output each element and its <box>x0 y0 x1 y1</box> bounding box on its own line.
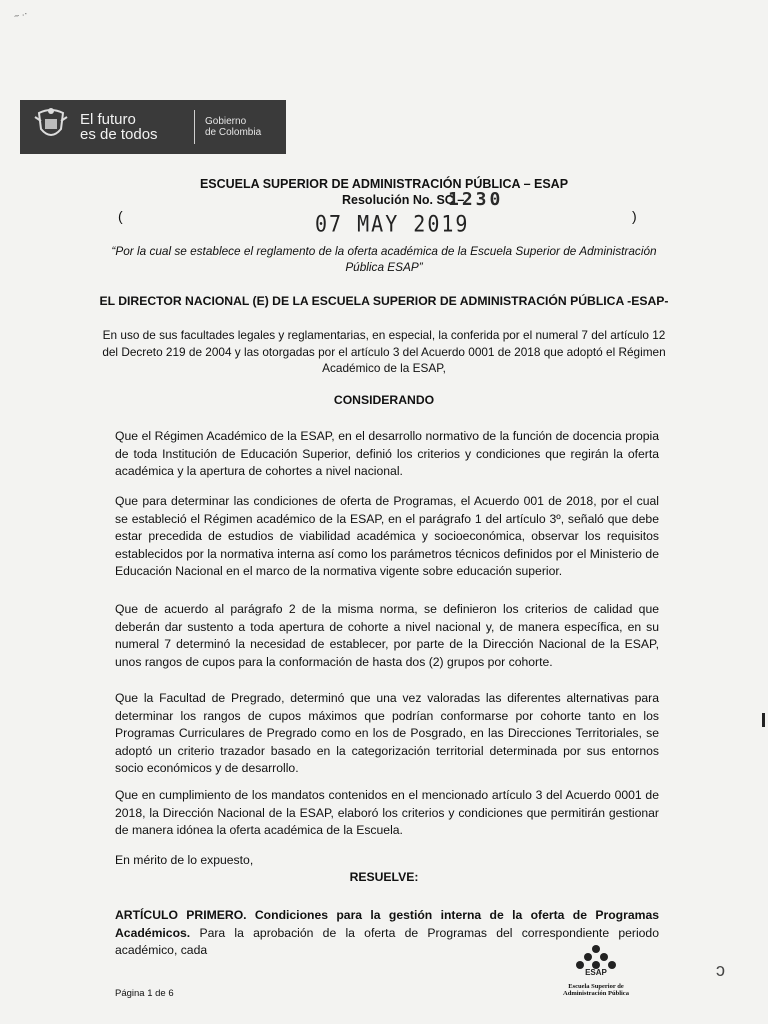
article-heading: ARTÍCULO PRIMERO. Condiciones para la gestión interna de la oferta de Programas Académicos. <box>115 908 659 940</box>
logo-wordmark: ESAP <box>585 968 607 976</box>
government-banner <box>20 100 286 154</box>
gov-line-1: Gobierno <box>205 116 247 127</box>
paren-close: ) <box>632 208 637 224</box>
date-stamp: 07 MAY 2019 <box>315 210 470 238</box>
logo-caption-line-2: Administración Pública <box>563 990 629 997</box>
slogan-line-2: es de todos <box>80 126 158 143</box>
pen-mark: ↄ <box>716 960 725 980</box>
resuelve-heading: RESUELVE: <box>349 870 419 884</box>
slogan-line-1: El futuro <box>80 111 136 128</box>
director-heading: EL DIRECTOR NACIONAL (E) DE LA ESCUELA SUPERIOR DE ADMINISTRACIÓN PÚBLICA -ESAP- <box>99 294 669 308</box>
paragraph-5: Que en cumplimiento de los mandatos contenidos en el mencionado artículo 3 del Acuerdo 0001 de 2018, la Dirección Nacional de la ESAP, elaboró los criterios y condiciones que permitirán gestionar de manera idónea la oferta académica de la Escuela. <box>115 788 659 837</box>
page-number: Página 1 de 6 <box>115 988 174 999</box>
logo-caption-line-1: Escuela Superior de <box>568 983 624 990</box>
paren-open: ( <box>118 208 123 224</box>
article-text: Para la aprobación de la oferta de Programas del correspondiente periodo académico, cada <box>115 925 659 957</box>
paragraph-6: En mérito de lo expuesto, <box>115 853 254 867</box>
paragraph-2: Que para determinar las condiciones de oferta de Programas, el Acuerdo 001 de 2018, por el cual se estableció el Régimen académico de la ESAP, en el parágrafo 1 del artículo 3º, señaló que debe estar precedida de estudios de viabilidad académica y socioeconómica, observar los requisitos establecidos por la normativa interna así como los parámetros técnicos definidos por el Ministerio de Educación Nacional en el marco de la normativa vigente sobre educación superior. <box>115 494 659 578</box>
banner-divider <box>194 110 195 144</box>
paragraph-1: Que el Régimen Académico de la ESAP, en el desarrollo normativo de la función de docencia propia de toda Institución de Educación Superior, definió los criterios y condiciones que regirán la oferta académica y la apertura de cohortes a nivel nacional. <box>115 429 659 478</box>
scan-mark-top-left: ~ ·‧ <box>13 8 29 22</box>
esap-logo-icon <box>566 944 626 976</box>
paragraph-3: Que de acuerdo al parágrafo 2 de la misma norma, se definieron los criterios de calidad que deberán dar sustento a toda apertura de cohorte a nivel nacional y, de manera específica, en su numeral 7 determinó la necesidad de establecer, por parte de la Dirección Nacional de la ESAP, unos rangos de cupos para la conformación de hasta dos (2) grupos por cohorte. <box>115 602 659 669</box>
gov-line-2: de Colombia <box>205 127 262 138</box>
logo-caption <box>556 983 636 997</box>
considerando-heading: CONSIDERANDO <box>333 393 435 407</box>
resolution-label: Resolución No. SC – <box>342 193 465 207</box>
banner-slogan <box>80 112 184 142</box>
colombia-coat-of-arms-icon <box>30 106 72 148</box>
scan-edge-mark <box>762 713 765 727</box>
intro-paragraph: En uso de sus facultades legales y reglamentarias, en especial, la conferida por el numeral 7 del artículo 12 del Decreto 219 de 2004 y las otorgadas por el artículo 3 del Acuerdo 0001 de 2018 que adoptó el Régimen Académico de la ESAP, <box>102 328 666 375</box>
esap-logo <box>556 944 636 997</box>
institution-title: ESCUELA SUPERIOR DE ADMINISTRACIÓN PÚBLICA – ESAP <box>199 177 569 191</box>
banner-government <box>205 116 261 138</box>
paragraph-4: Que la Facultad de Pregrado, determinó que una vez valoradas las diferentes alternativas para determinar los rangos de cupos máximos que podrían conformarse por cohorte tanto en los Programas Curriculares de Pregrado como en los de Posgrado, en las Direcciones Territoriales, se adoptó un criterio trazador basado en la categorización territorial determinada por sus entornos socio económicos y de desarrollo. <box>115 691 659 775</box>
resolution-subtitle: “Por la cual se establece el reglamento de la oferta académica de la Escuela Superior de Administración Pública ESAP” <box>111 244 657 274</box>
resolution-number-stamp: 1230 <box>448 189 504 210</box>
